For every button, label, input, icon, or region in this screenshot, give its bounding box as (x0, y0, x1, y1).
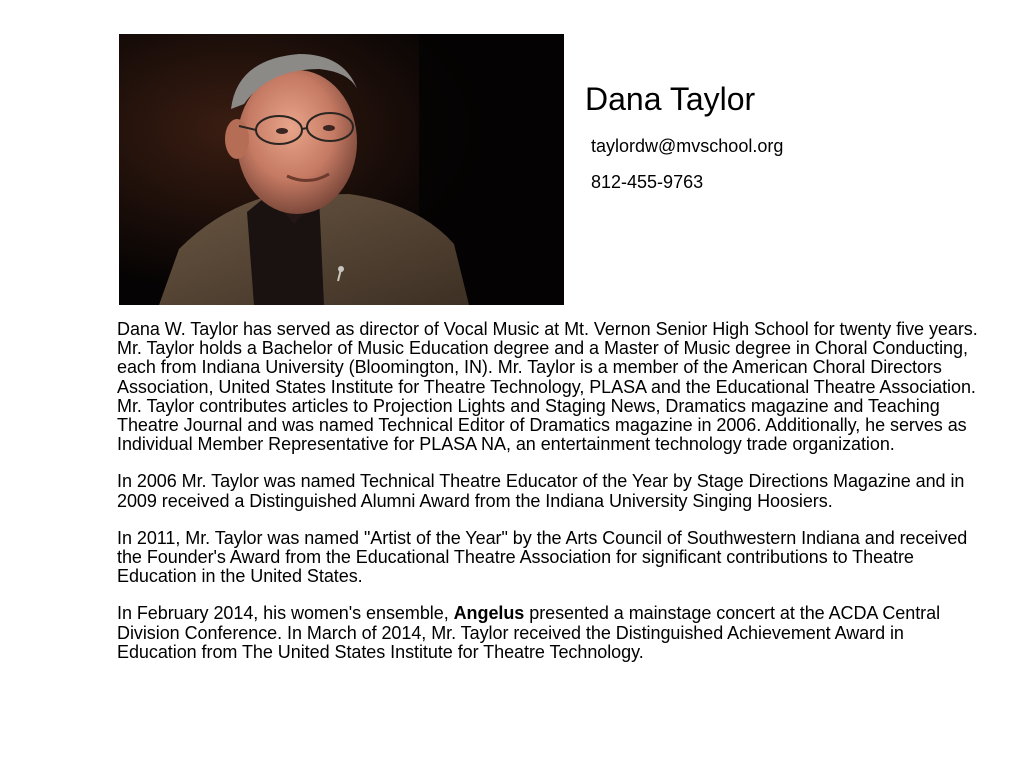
portrait-photo (119, 34, 564, 305)
bio-paragraph-4 (117, 604, 983, 662)
bio-paragraph-3: In 2011, Mr. Taylor was named "Artist of the Year" by the Arts Council of Southwestern Indiana and received the Founder's Award from the Educational Theatre Association for significant contributions to Theatre Education in the United States. (117, 527, 968, 587)
bio-paragraph-4-rest: presented a mainstage concert at the ACDA Central Division Conference. In March of 2014, Mr. Taylor received the Distinguished Achievement Award in Education from The United States Institute for Theatre Technology. (117, 603, 941, 662)
bio-paragraph-1: Dana W. Taylor has served as director of Vocal Music at Mt. Vernon Senior High School for twenty five years. Mr. Taylor holds a Bachelor of Music Education degree and a Master of Music degree in Choral Conducting, each from Indiana University (Bloomington, IN). Mr. Taylor is a member of the American Choral Directors Association, United States Institute for Theatre Technology, PLASA and the Educational Theatre Association. Mr. Taylor contributes articles to Projection Lights and Staging News, Dramatics magazine and Teaching Theatre Journal and was named Technical Editor of Dramatics magazine in 2006. Additionally, he serves as Individual Member Representative for PLASA NA, an entertainment technology trade organization. (117, 319, 978, 455)
profile-phone: 812-455-9763 (591, 172, 704, 192)
ensemble-name: Angelus (453, 603, 525, 624)
profile-name: Dana Taylor (585, 81, 756, 117)
biography (117, 320, 983, 680)
bio-paragraph-4-lead: In February 2014, his women's ensemble, (117, 603, 454, 624)
bio-paragraph-2: In 2006 Mr. Taylor was named Technical Theatre Educator of the Year by Stage Directions Magazine and in 2009 received a Distinguished Alumni Award from the Indiana University Singing Hoosiers. (117, 471, 965, 511)
profile-email: taylordw@mvschool.org (591, 136, 784, 156)
